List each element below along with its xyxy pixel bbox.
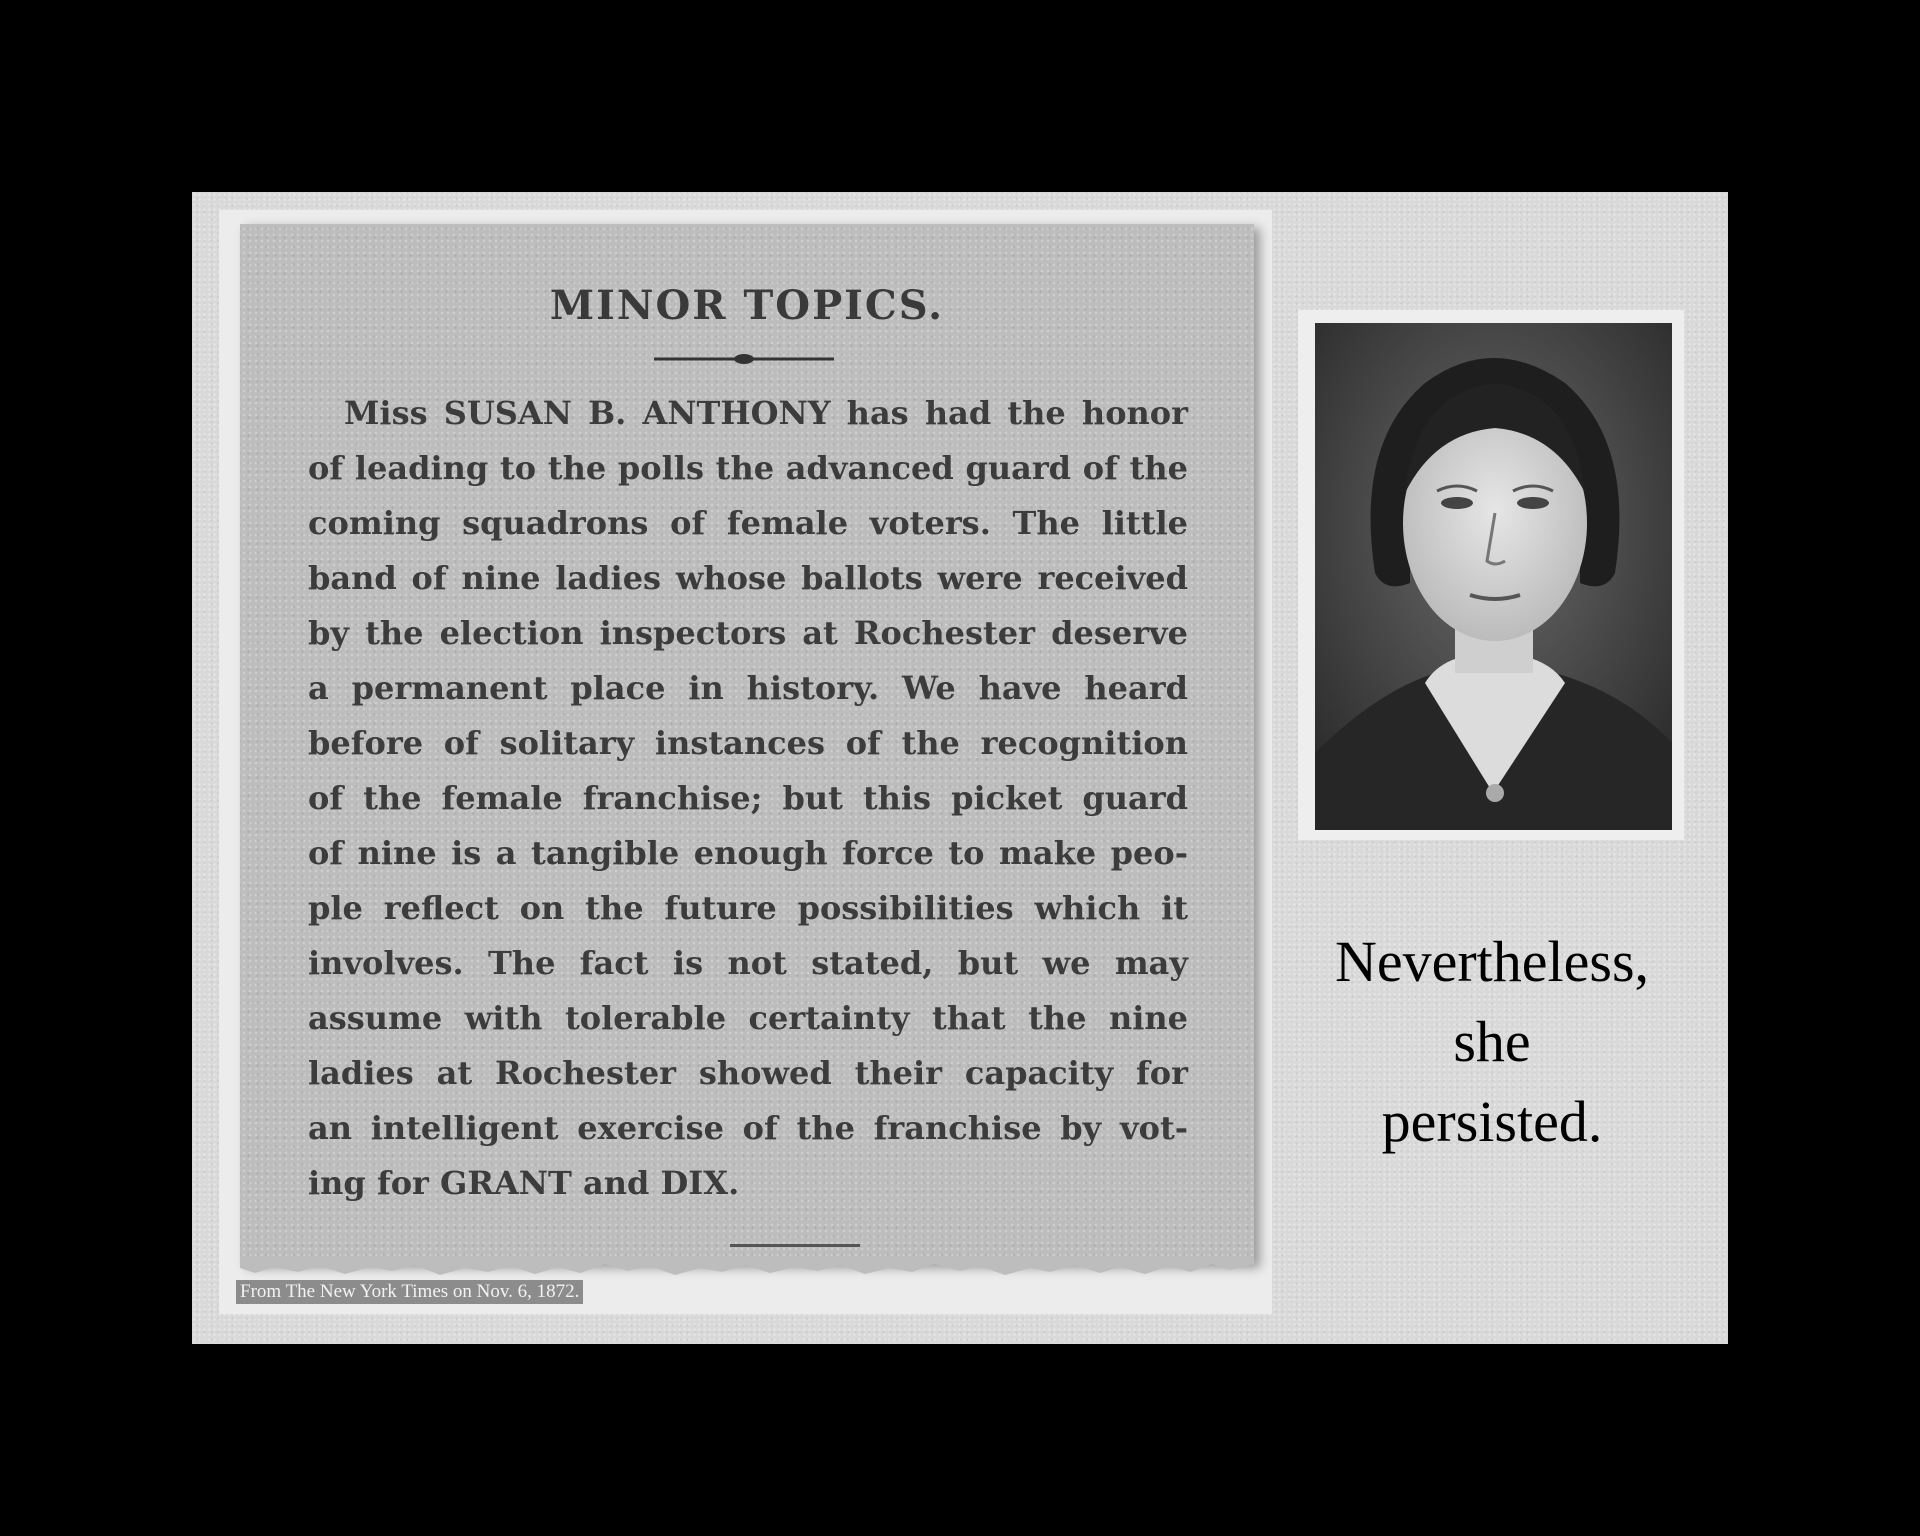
portrait-photo [1315,323,1672,830]
article-line: ladies at Rochester showed their capacity for [308,1054,1188,1092]
article-line: an intelligent exercise of the franchise by vot- [308,1109,1188,1147]
article-line: coming squadrons of female voters. The little [308,504,1188,542]
article-line: involves. The fact is not stated, but we may [308,944,1188,982]
article-line: Miss SUSAN B. ANTHONY has had the honor [344,394,1188,432]
article-line: of nine is a tangible enough force to make peo- [308,834,1188,872]
article-line: of the female franchise; but this picket guard [308,779,1188,817]
ornament-rule-icon [654,352,834,366]
article-line: by the election inspectors at Rochester deserve [308,614,1188,652]
article-line: ing for GRANT and DIX. [308,1164,740,1202]
article-line: ple reflect on the future possibilities which it [308,889,1188,927]
quote-line: persisted. [1381,1089,1603,1154]
quote-line: she [1453,1009,1531,1074]
slide-card [192,192,1728,1344]
article-body [308,386,1188,1211]
clipping-headline: MINOR TOPICS. [549,282,945,329]
article-line: assume with tolerable certainty that the nine [308,999,1188,1037]
article-line: a permanent place in history. We have heard [308,669,1188,707]
quote-line: Nevertheless, [1334,929,1650,994]
portrait-figure [1315,323,1672,830]
newspaper-clipping [240,224,1254,1264]
article-line: before of solitary instances of the recognition [308,724,1188,762]
article-line: band of nine ladies whose ballots were received [308,559,1188,597]
source-caption: From The New York Times on Nov. 6, 1872. [236,1280,583,1304]
article-line: of leading to the polls the advanced guard of the [308,449,1188,487]
end-rule [730,1244,860,1247]
quote-text [1282,922,1702,1162]
